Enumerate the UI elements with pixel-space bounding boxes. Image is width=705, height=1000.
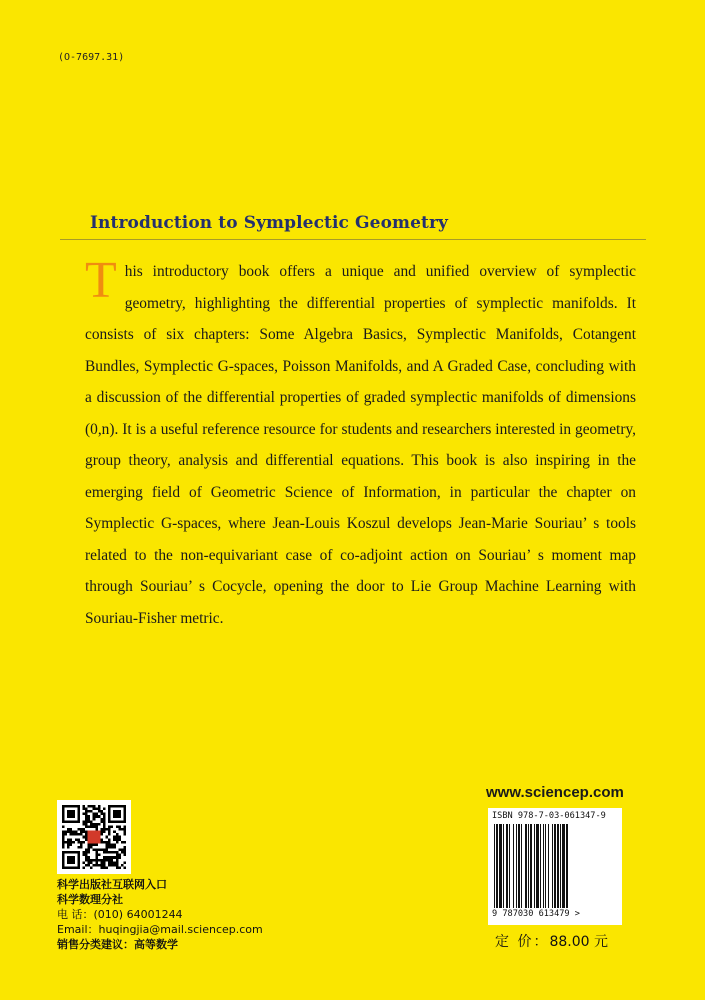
publisher-phone: 电 话：(010) 64001244 (57, 908, 183, 921)
publisher-info (57, 877, 263, 952)
isbn-barcode-panel (488, 808, 622, 925)
sales-category: 销售分类建议：高等数学 (57, 938, 178, 951)
description-text: his introductory book offers a unique and unified overview of symplectic geometry, highlighting the differential properties of symplectic manifolds. It consists of six chapters: Some Algebra Basics, Symplectic Manifolds, Cotangent Bundles, Symplectic G-spaces, Poisson Manifolds, and A Graded Case, concluding with a discussion of the differential properties of graded symplectic manifolds of dimensions (0,n). It is a useful reference resource for students and researchers interested in geometry, group theory, analysis and differential equations. This book is also inspiring in the emerging field of Geometric Science of Information, in particular the chapter on Symplectic G-spaces, where Jean-Louis Koszul develops Jean-Marie Souriau’ s tools related to the non-equivariant case of co-adjoint action on Souriau’ s moment map through Souriau’ s Cocycle, opening the door to Lie Group Machine Learning with Souriau-Fisher metric. (85, 263, 636, 627)
isbn-digits: 9 787030 613479 > (492, 909, 580, 919)
publisher-website[interactable]: www.sciencep.com (486, 784, 624, 801)
publisher-portal: 科学出版社互联网入口 (57, 878, 167, 891)
publisher-division: 科学数理分社 (57, 893, 123, 906)
drop-cap: T (85, 252, 117, 309)
isbn-label: ISBN 978-7-03-061347-9 (492, 811, 606, 821)
qr-code-icon (62, 805, 126, 869)
price (495, 931, 608, 951)
publisher-email: Email：huqingjia@mail.sciencep.com (57, 923, 263, 936)
title-divider (60, 239, 646, 240)
catalog-code: (O-7697.31) (58, 52, 125, 63)
book-description (85, 252, 636, 634)
qr-code[interactable] (57, 800, 131, 874)
price-label: 定 价： (495, 934, 550, 950)
barcode-icon (494, 824, 616, 908)
price-value: 88.00 元 (549, 934, 608, 950)
book-title: Introduction to Symplectic Geometry (90, 213, 448, 233)
